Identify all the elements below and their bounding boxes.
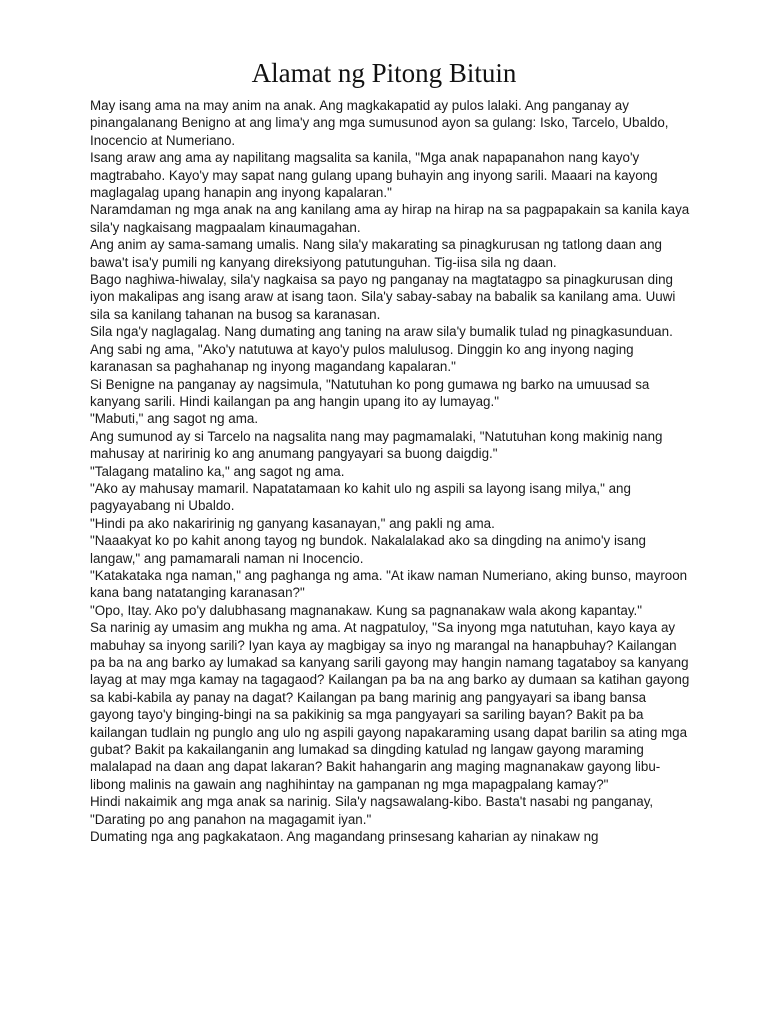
paragraph-2: Isang araw ang ama ay napilitang magsalita sa kanila, "Mga anak napapanahon nang kayo'y magtrabaho. Kayo'y may sapat nang gulang upang buhayin ang inyong sarili. Maaari na kayong maglagalag upang hanapin ang inyong kapalaran." (90, 150, 658, 201)
paragraph-19: Dumating nga ang pagkakataon. Ang magandang prinsesang kaharian ay ninakaw ng (90, 829, 599, 845)
paragraph-8: Si Benigne na panganay ay nagsimula, "Natutuhan ko pong gumawa ng barko na umuusad sa kanyang sarili. Hindi kailangan pa ang hangin upang ito ay lumayag." (90, 376, 650, 409)
paragraph-18: Hindi nakaimik ang mga anak sa narinig. Sila'y nagsawalang-kibo. Basta't nasabi ng panganay, "Darating po ang panahon na magagamit iyan." (90, 794, 654, 827)
paragraph-1: May isang ama na may anim na anak. Ang magkakapatid ay pulos lalaki. Ang panganay ay pinangalanang Benigno at ang lima'y ang mga sumusunod ayon sa gulang: Isko, Tarcelo, Ubaldo, Inocencio at Numeriano. (90, 98, 669, 148)
paragraph-15: "Katakataka nga naman," ang paghanga ng ama. "At ikaw naman Numeriano, aking bunso, mayroon kana bang natatanging karanasan?" (90, 567, 688, 601)
paragraph-12: "Ako ay mahusay mamaril. Napatatamaan ko kahit ulo ng aspili sa layong isang milya," ang pagyayabang ni Ubaldo. (90, 480, 631, 514)
paragraph-9: "Mabuti," ang sagot ng ama. (90, 411, 259, 427)
document-body (90, 97, 690, 845)
paragraph-16: "Opo, Itay. Ako po'y dalubhasang magnanakaw. Kung sa pagnanakaw wala akong kapantay." (90, 602, 643, 618)
document-title: Alamat ng Pitong Bituin (251, 58, 517, 88)
paragraph-14: "Naaakyat ko po kahit anong tayog ng bundok. Nakalalakad ako sa dingding na animo'y isang langaw," ang pamamarali naman ni Inocencio. (90, 533, 646, 566)
paragraph-13: "Hindi pa ako nakaririnig ng ganyang kasanayan," ang pakli ng ama. (90, 515, 495, 531)
paragraph-3: Naramdaman ng mga anak na ang kanilang ama ay hirap na hirap na sa pagpapakain sa kanila kaya sila'y nagkaisang magpaalam kinaumagahan. (90, 202, 690, 235)
paragraph-10: Ang sumunod ay si Tarcelo na nagsalita nang may pagmamalaki, "Natutuhan kong makinig nang mahusay at naririnig ko ang anumang pangyayari sa buong daigdig." (90, 428, 663, 462)
paragraph-7: Ang sabi ng ama, "Ako'y natutuwa at kayo'y pulos malulusog. Dinggin ko ang inyong naging karanasan sa paghahanap ng inyong magandang kapalaran." (90, 341, 634, 375)
paragraph-5: Bago naghiwa-hiwalay, sila'y nagkaisa sa payo ng panganay na magtatagpo sa pinagkurusan ding iyon makalipas ang isang araw at isang taon. Sila'y sabay-sabay na babalik sa kanilang ama. Uuwi sila sa kanilang tahanan na busog sa karanasan. (90, 272, 676, 322)
paragraph-6: Sila nga'y naglagalag. Nang dumating ang taning na araw sila'y bumalik tulad ng pinagkasunduan. (90, 324, 673, 340)
paragraph-11: "Talagang matalino ka," ang sagot ng ama. (90, 463, 345, 479)
paragraph-17: Sa narinig ay umasim ang mukha ng ama. At nagpatuloy, "Sa inyong mga natutuhan, kayo kaya ay mabuhay sa inyong sarili? Iyan kaya ay magbigay sa inyo ng marangal na hanapbuhay? Kailangan pa ba na ang barko ay lumakad sa kanyang sarili gayong may hangin namang tagataboy sa kanyang layag at may mga kamay na tagagaod? Kailangan pa ba na ang barko ay dumaan sa katihan gayong sa kabi-kabila ay panay na dagat? Kailangan pa bang marinig ang pangyayari sa ibang bansa gayong tayo'y binging-bingi na sa pakikinig sa mga pangyayari sa sariling bayan? Bakit pa ba kailangan tudlain ng punglo ang ulo ng aspili gayong napakaraming usang dapat barilin sa ating mga gubat? Bakit pa kakailanganin ang lumakad sa dingding katulad ng langaw gayong maraming malalapad na daan ang dapat lakaran? Bakit hahangarin ang maging magnanakaw gayong libu-libong malinis na gawain ang naghihintay na gampanan ng mga mapagpalang kamay?" (90, 620, 690, 792)
paragraph-4: Ang anim ay sama-samang umalis. Nang sila'y makarating sa pinagkurusan ng tatlong daan ang bawa't isa'y pumili ng kanyang direksiyong patutunguhan. Tig-iisa sila ng daan. (90, 237, 662, 270)
